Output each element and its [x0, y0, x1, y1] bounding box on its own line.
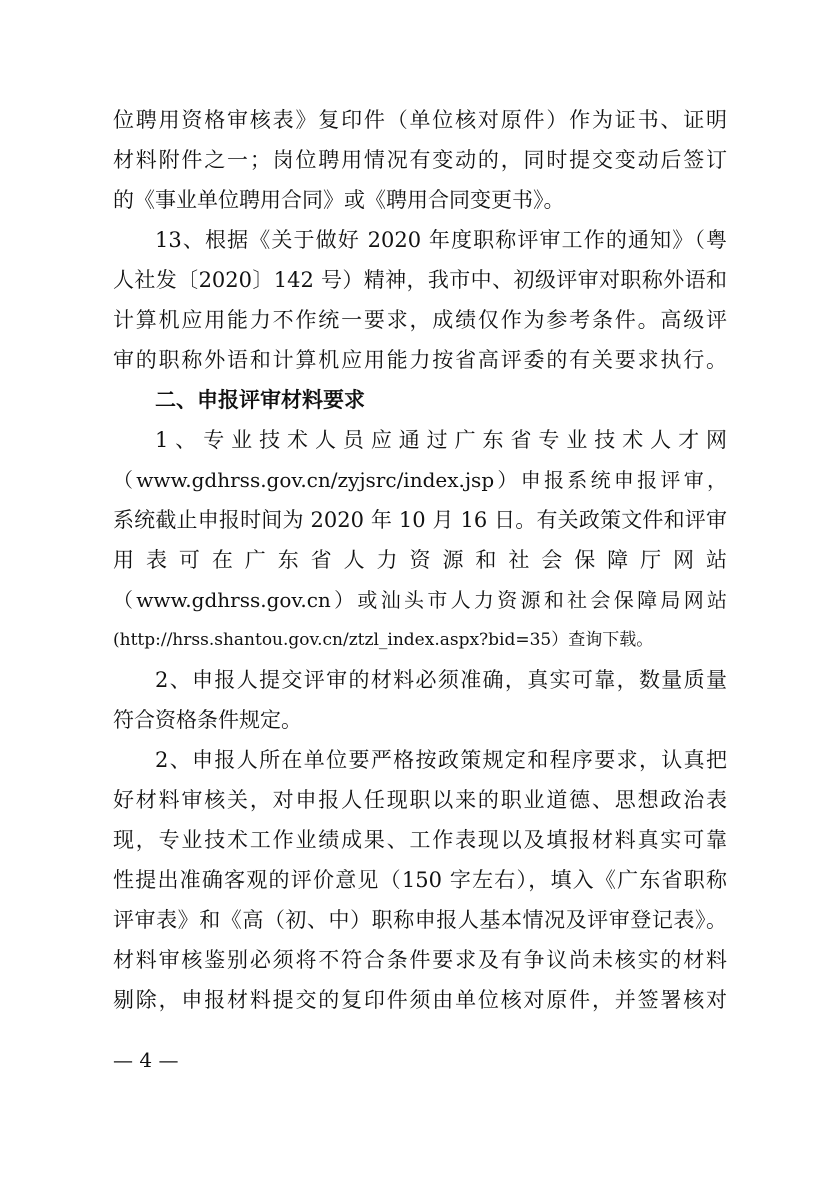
paragraph-line: 用表可在广东省人力资源和社会保障厅网站	[113, 548, 727, 572]
paragraph-line: 计算机应用能力不作统一要求，成绩仅作为参考条件。高级评	[113, 308, 727, 332]
paragraph-line: 1、专业技术人员应通过广东省专业技术人才网	[155, 428, 727, 452]
paragraph-line: 现，专业技术工作业绩成果、工作表现以及填报材料真实可靠	[113, 828, 727, 852]
paragraph-line: 好材料审核关，对申报人任现职以来的职业道德、思想政治表	[113, 788, 727, 812]
paragraph-line: 材料附件之一；岗位聘用情况有变动的，同时提交变动后签订	[113, 148, 727, 172]
paragraph-line: （www.gdhrss.gov.cn/zyjsrc/index.jsp）申报系统申报评审，	[113, 468, 727, 492]
paragraph-line: 2、申报人所在单位要严格按政策规定和程序要求，认真把	[155, 748, 727, 772]
paragraph-line: 性提出准确客观的评价意见（150 字左右），填入《广东省职称	[113, 868, 727, 892]
paragraph-line: 的《事业单位聘用合同》或《聘用合同变更书》。	[113, 188, 565, 212]
paragraph-line: 审的职称外语和计算机应用能力按省高评委的有关要求执行。	[113, 348, 727, 372]
paragraph-line: 材料审核鉴别必须将不符合条件要求及有争议尚未核实的材料	[113, 948, 727, 972]
paragraph-line: 符合资格条件规定。	[113, 708, 302, 732]
paragraph-line: (http://hrss.shantou.gov.cn/ztzl_index.aspx?bid=35）查询下载。	[113, 630, 654, 650]
paragraph-line: 评审表》和《高（初、中）职称申报人基本情况及评审登记表》。	[113, 908, 727, 932]
paragraph-line: 人社发〔2020〕142 号）精神，我市中、初级评审对职称外语和	[113, 268, 727, 292]
paragraph-line: 剔除，申报材料提交的复印件须由单位核对原件，并签署核对	[113, 988, 727, 1012]
paragraph-line: 2、申报人提交评审的材料必须准确，真实可靠，数量质量	[155, 668, 727, 692]
paragraph-line: 13、根据《关于做好 2020 年度职称评审工作的通知》（粤	[155, 228, 727, 252]
paragraph-line: 系统截止申报时间为 2020 年 10 月 16 日。有关政策文件和评审	[113, 508, 727, 532]
paragraph-line: 位聘用资格审核表》复印件（单位核对原件）作为证书、证明	[113, 108, 727, 132]
page-number: — 4 —	[113, 1048, 179, 1072]
section-heading: 二、申报评审材料要求	[155, 387, 365, 412]
paragraph-line: （www.gdhrss.gov.cn）或汕头市人力资源和社会保障局网站	[113, 588, 727, 612]
